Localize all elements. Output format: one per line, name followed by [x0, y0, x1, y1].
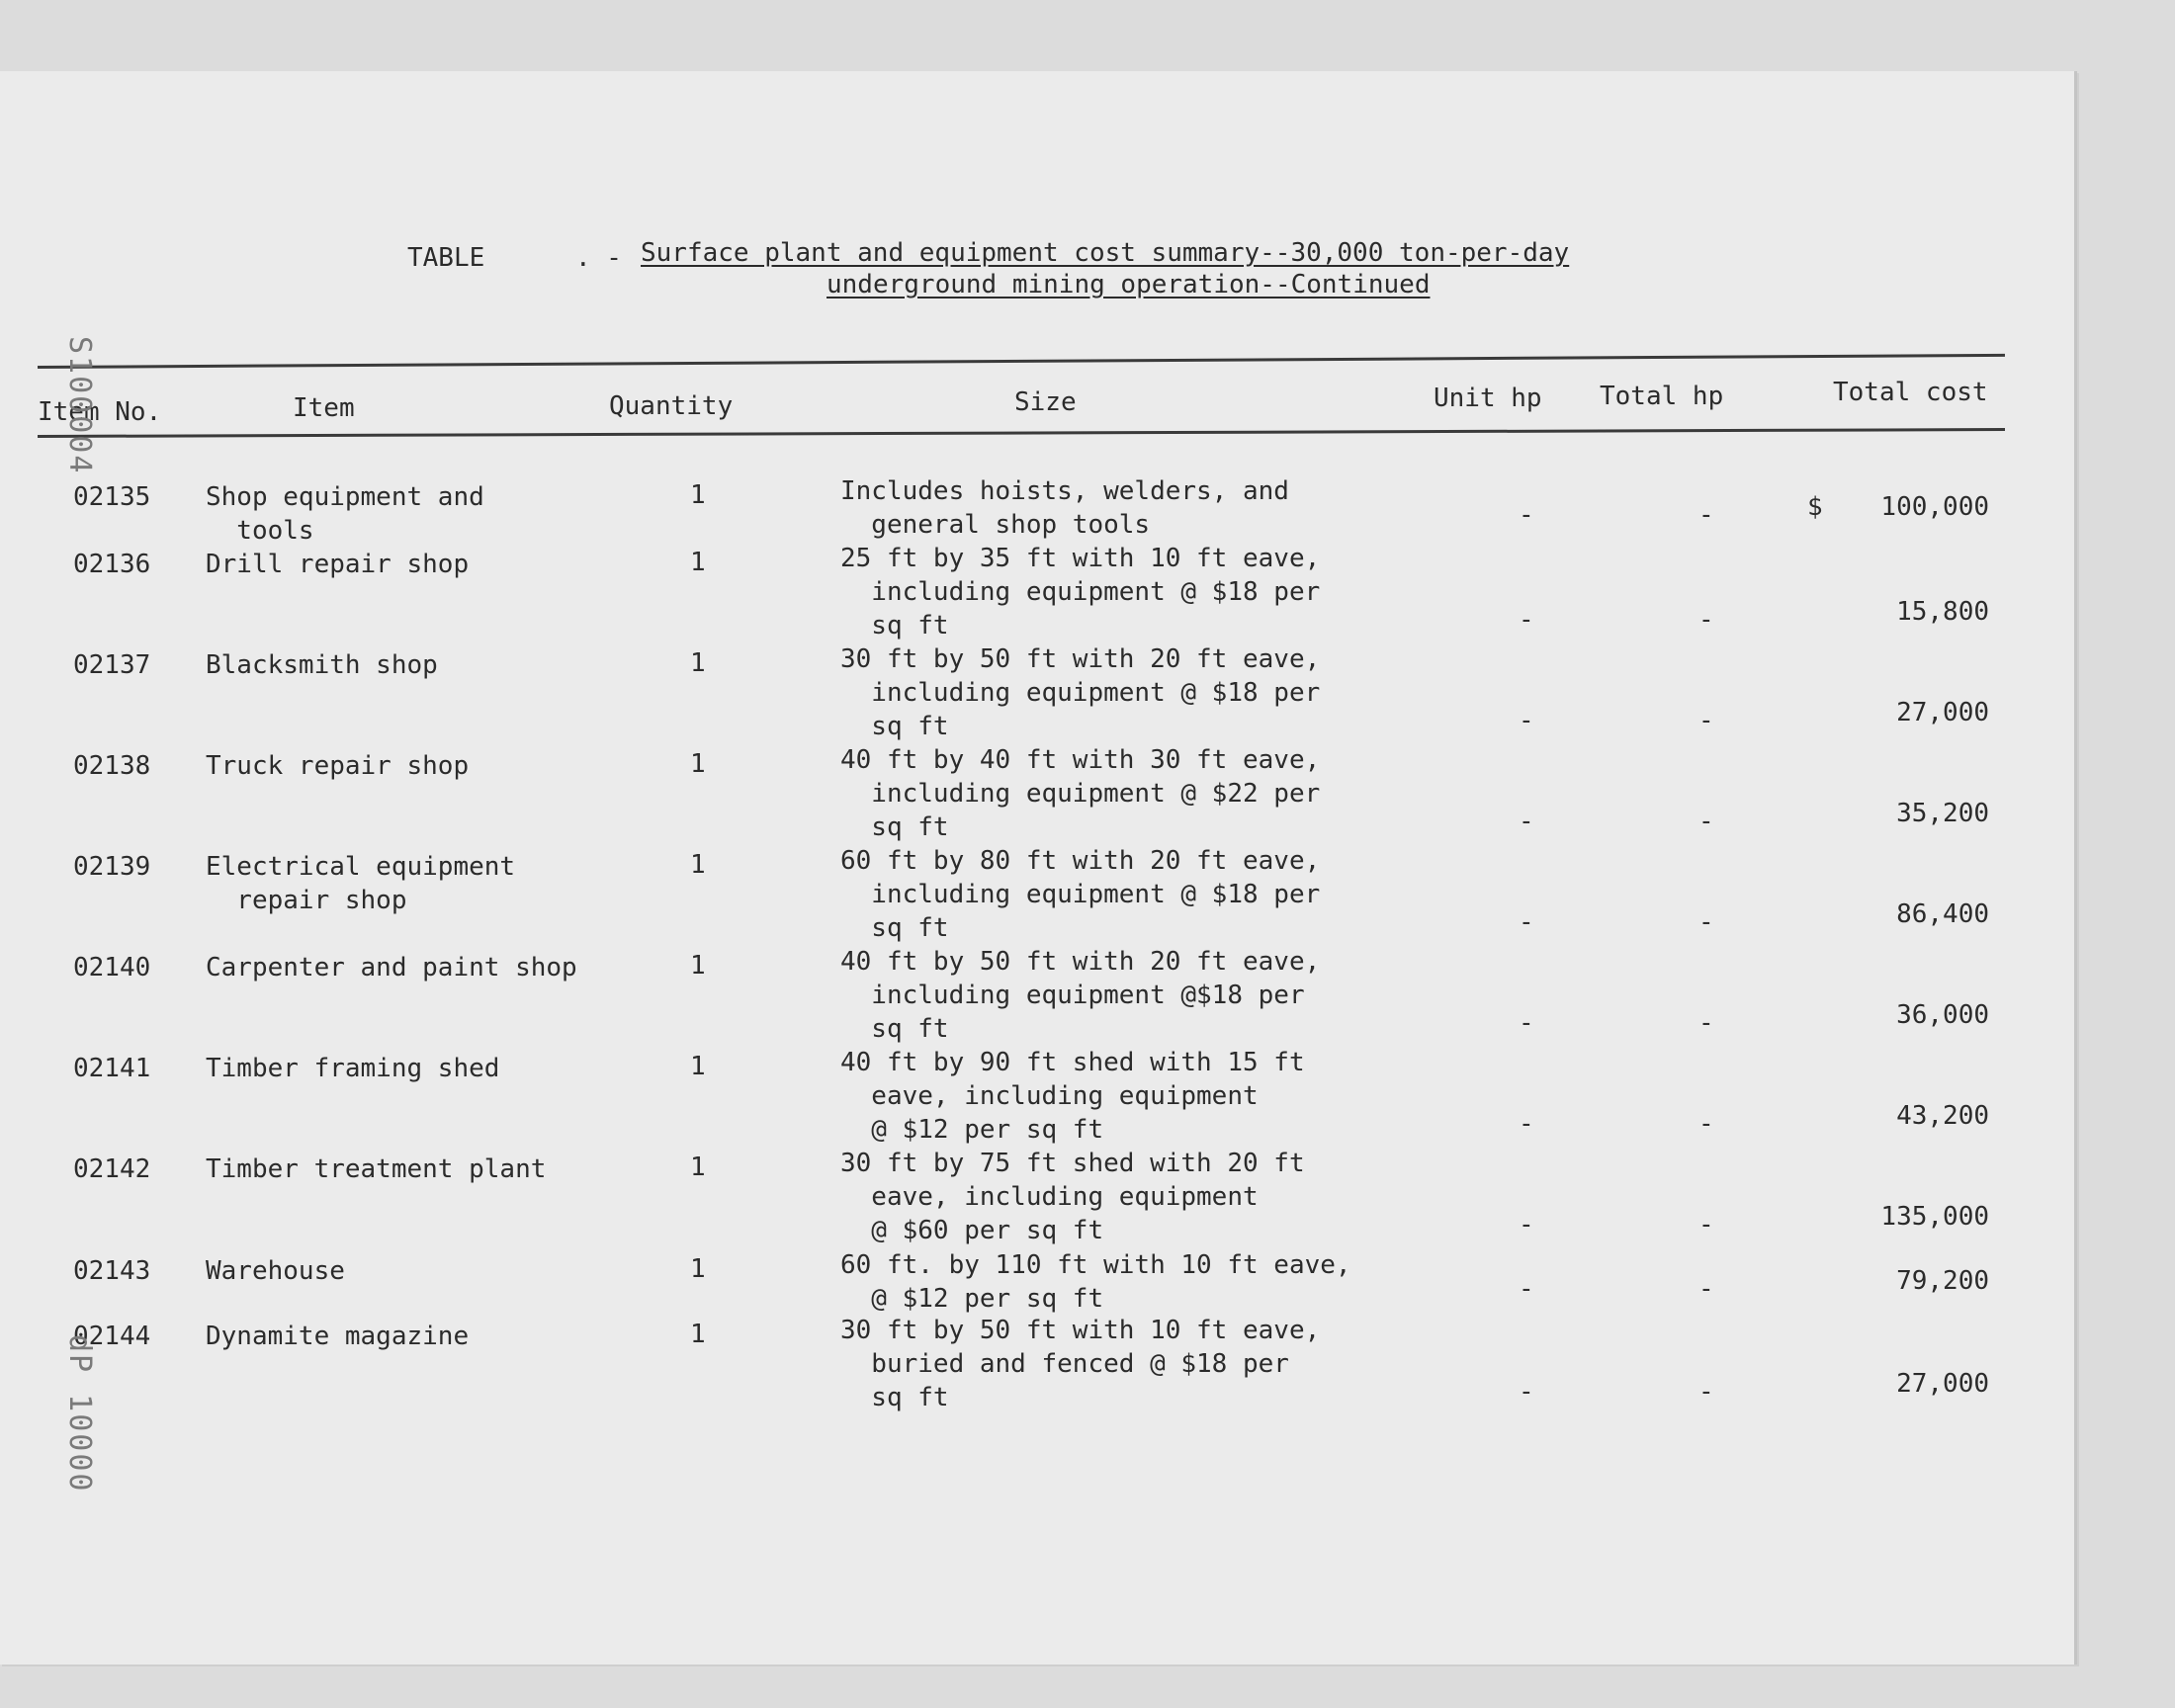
- table-title-line-2: underground mining operation--Continued: [826, 270, 1431, 299]
- quantity-cell: 1: [690, 850, 706, 880]
- item-name-line: Electrical equipment: [206, 852, 516, 882]
- size-line: sq ft: [840, 1014, 949, 1044]
- item-no-cell: 02137: [73, 650, 151, 680]
- size-line: 60 ft by 80 ft with 20 ft eave,: [840, 846, 1321, 876]
- unit-hp-cell: -: [1519, 907, 1534, 937]
- item-name-line: Truck repair shop: [206, 751, 470, 781]
- size-line: general shop tools: [840, 510, 1151, 540]
- total-hp-cell: -: [1698, 1109, 1714, 1139]
- size-line: 40 ft by 40 ft with 30 ft eave,: [840, 745, 1321, 775]
- item-name-line: Shop equipment and: [206, 482, 484, 512]
- size-line: 30 ft by 50 ft with 10 ft eave,: [840, 1316, 1321, 1345]
- total-hp-cell: -: [1698, 807, 1714, 836]
- size-line: 40 ft by 90 ft shed with 15 ft: [840, 1048, 1305, 1077]
- total-cost-cell: 27,000: [1896, 1369, 1989, 1399]
- unit-hp-cell: -: [1519, 1109, 1534, 1139]
- quantity-cell: 1: [690, 1320, 706, 1349]
- size-line: 30 ft by 50 ft with 20 ft eave,: [840, 644, 1321, 674]
- size-line: including equipment @ $18 per: [840, 577, 1321, 607]
- total-hp-cell: -: [1698, 1210, 1714, 1239]
- total-hp-cell: -: [1698, 605, 1714, 635]
- item-no-cell: 02136: [73, 550, 151, 579]
- item-no-cell: 02140: [73, 953, 151, 982]
- margin-stamp-upper: S100004: [62, 336, 97, 475]
- item-name-line: tools: [206, 516, 314, 546]
- unit-hp-cell: -: [1519, 1210, 1534, 1239]
- column-header-item: Item: [293, 393, 355, 423]
- size-line: 40 ft by 50 ft with 20 ft eave,: [840, 947, 1321, 977]
- size-line: including equipment @ $18 per: [840, 678, 1321, 708]
- item-no-cell: 02138: [73, 751, 151, 781]
- currency-symbol: $: [1807, 492, 1823, 522]
- item-name-line: Drill repair shop: [206, 550, 470, 579]
- size-line: Includes hoists, welders, and: [840, 476, 1289, 506]
- total-hp-cell: -: [1698, 907, 1714, 937]
- size-line: sq ft: [840, 1383, 949, 1412]
- item-no-cell: 02144: [73, 1322, 151, 1351]
- unit-hp-cell: -: [1519, 1377, 1534, 1407]
- quantity-cell: 1: [690, 951, 706, 981]
- column-header-quantity: Quantity: [609, 391, 734, 421]
- item-no-cell: 02135: [73, 482, 151, 512]
- total-hp-cell: -: [1698, 1008, 1714, 1038]
- item-name-line: Timber framing shed: [206, 1054, 500, 1083]
- size-line: including equipment @ $22 per: [840, 779, 1321, 809]
- item-name-line: Carpenter and paint shop: [206, 953, 577, 982]
- item-no-cell: 02141: [73, 1054, 151, 1083]
- unit-hp-cell: -: [1519, 500, 1534, 530]
- total-cost-cell: 36,000: [1896, 1000, 1989, 1030]
- quantity-cell: 1: [690, 548, 706, 577]
- item-name-line: Warehouse: [206, 1256, 345, 1286]
- total-hp-cell: -: [1698, 706, 1714, 735]
- total-cost-cell: 135,000: [1880, 1202, 1989, 1232]
- size-line: sq ft: [840, 712, 949, 741]
- quantity-cell: 1: [690, 1153, 706, 1182]
- item-no-cell: 02139: [73, 852, 151, 882]
- item-no-cell: 02143: [73, 1256, 151, 1286]
- total-cost-cell: 35,200: [1896, 799, 1989, 828]
- quantity-cell: 1: [690, 749, 706, 779]
- total-cost-cell: 86,400: [1896, 899, 1989, 929]
- column-header-size: Size: [1014, 387, 1077, 417]
- total-cost-cell: 100,000: [1880, 492, 1989, 522]
- quantity-cell: 1: [690, 648, 706, 678]
- size-line: sq ft: [840, 812, 949, 842]
- column-header-unit-hp: Unit hp: [1434, 384, 1542, 413]
- size-line: @ $12 per sq ft: [840, 1284, 1104, 1314]
- column-header-total-cost: Total cost: [1833, 378, 1988, 407]
- table-label: TABLE: [407, 243, 485, 273]
- column-header-total-hp: Total hp: [1600, 382, 1724, 411]
- total-hp-cell: -: [1698, 500, 1714, 530]
- size-line: 25 ft by 35 ft with 10 ft eave,: [840, 544, 1321, 573]
- size-line: sq ft: [840, 913, 949, 943]
- total-hp-cell: -: [1698, 1274, 1714, 1304]
- quantity-cell: 1: [690, 1052, 706, 1081]
- total-hp-cell: -: [1698, 1377, 1714, 1407]
- size-line: including equipment @ $18 per: [840, 880, 1321, 909]
- unit-hp-cell: -: [1519, 807, 1534, 836]
- size-line: including equipment @$18 per: [840, 981, 1305, 1010]
- column-header-item-no: Item No.: [38, 397, 162, 427]
- table-title-line-1: Surface plant and equipment cost summary--30,000 ton-per-day: [641, 238, 1570, 268]
- margin-stamp-lower: dP 10000: [62, 1334, 97, 1494]
- title-separator: . -: [575, 243, 622, 273]
- size-line: @ $12 per sq ft: [840, 1115, 1104, 1145]
- item-name-line: Timber treatment plant: [206, 1154, 547, 1184]
- size-line: @ $60 per sq ft: [840, 1216, 1104, 1245]
- item-name-line: repair shop: [206, 886, 407, 915]
- quantity-cell: 1: [690, 1254, 706, 1284]
- unit-hp-cell: -: [1519, 1008, 1534, 1038]
- total-cost-cell: 15,800: [1896, 597, 1989, 627]
- total-cost-cell: 43,200: [1896, 1101, 1989, 1131]
- size-line: eave, including equipment: [840, 1081, 1259, 1111]
- size-line: sq ft: [840, 611, 949, 640]
- size-line: 60 ft. by 110 ft with 10 ft eave,: [840, 1250, 1351, 1280]
- unit-hp-cell: -: [1519, 1274, 1534, 1304]
- total-cost-cell: 27,000: [1896, 698, 1989, 727]
- item-name-line: Blacksmith shop: [206, 650, 438, 680]
- size-line: 30 ft by 75 ft shed with 20 ft: [840, 1149, 1305, 1178]
- size-line: eave, including equipment: [840, 1182, 1259, 1212]
- item-no-cell: 02142: [73, 1154, 151, 1184]
- total-cost-cell: 79,200: [1896, 1266, 1989, 1296]
- item-name-line: Dynamite magazine: [206, 1322, 470, 1351]
- unit-hp-cell: -: [1519, 706, 1534, 735]
- quantity-cell: 1: [690, 480, 706, 510]
- unit-hp-cell: -: [1519, 605, 1534, 635]
- size-line: buried and fenced @ $18 per: [840, 1349, 1289, 1379]
